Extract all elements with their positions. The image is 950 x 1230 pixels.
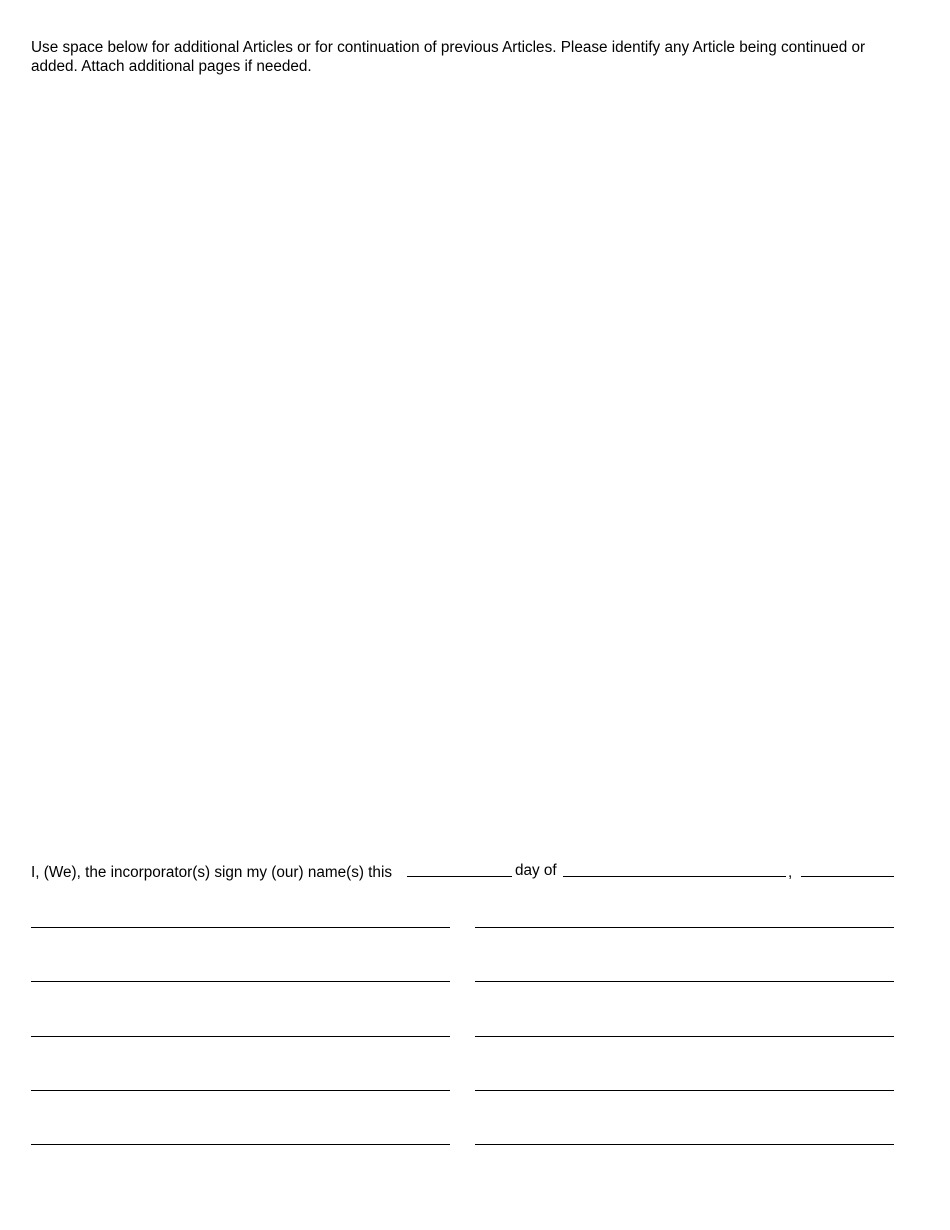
- signature-statement: [31, 862, 895, 882]
- signature-line-left-3[interactable]: [31, 1036, 450, 1037]
- instructions-text: Use space below for additional Articles or for continuation of previous Articles. Please identify any Article being continued or added. Attach additional pages if needed.: [31, 39, 866, 75]
- signature-line-left-4[interactable]: [31, 1090, 450, 1091]
- signature-line-right-1[interactable]: [475, 927, 894, 928]
- day-blank-field[interactable]: [407, 862, 512, 877]
- signature-line-right-2[interactable]: [475, 981, 894, 982]
- year-blank-field[interactable]: [801, 862, 894, 877]
- signature-line-left-5[interactable]: [31, 1144, 450, 1145]
- signature-line-right-5[interactable]: [475, 1144, 894, 1145]
- comma-separator: ,: [788, 864, 793, 881]
- signature-line-right-3[interactable]: [475, 1036, 894, 1037]
- additional-articles-area[interactable]: [31, 90, 895, 830]
- signature-line-left-1[interactable]: [31, 927, 450, 928]
- month-blank-field[interactable]: [563, 862, 786, 877]
- signature-line-left-2[interactable]: [31, 981, 450, 982]
- signature-line-right-4[interactable]: [475, 1090, 894, 1091]
- signature-statement-prefix: I, (We), the incorporator(s) sign my (our) name(s) this: [31, 864, 392, 881]
- day-of-label: day of: [515, 862, 557, 879]
